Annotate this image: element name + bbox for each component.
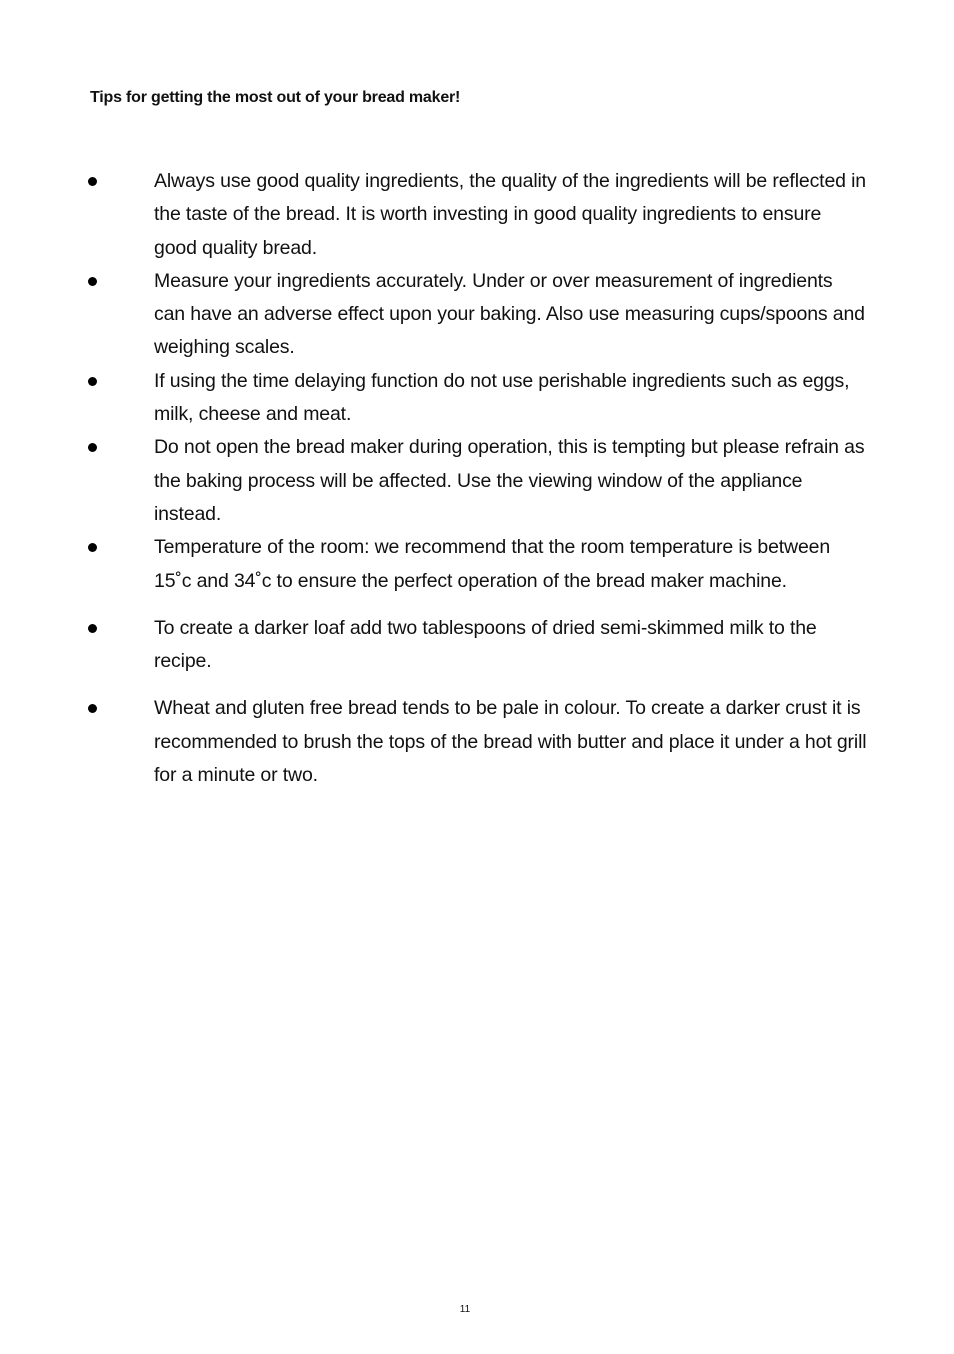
tip-item	[88, 165, 868, 265]
tip-text: Wheat and gluten free bread tends to be pale in colour. To create a darker crust it is recommended to brush the tops of the bread with butter and place it under a hot grill for a minute or two.	[154, 697, 867, 787]
bullet-icon	[88, 177, 97, 186]
bullet-icon	[88, 443, 97, 452]
tip-item	[88, 531, 868, 598]
tip-item	[88, 612, 868, 679]
bullet-icon	[88, 704, 97, 713]
bullet-icon	[88, 377, 97, 386]
tip-text: Measure your ingredients accurately. Under or over measurement of ingredients can have an adverse effect upon your baking. Also use measuring cups/spoons and weighing scales.	[154, 269, 865, 359]
page-heading: Tips for getting the most out of your bread maker!	[90, 89, 461, 106]
bullet-icon	[88, 624, 97, 633]
tip-text: Temperature of the room: we recommend that the room temperature is between 15˚c and 34˚c to ensure the perfect operation of the bread maker machine.	[154, 536, 831, 592]
bullet-icon	[88, 277, 97, 286]
tip-text: If using the time delaying function do not use perishable ingredients such as eggs, milk, cheese and meat.	[154, 369, 850, 426]
tip-text: To create a darker loaf add two tablespoons of dried semi-skimmed milk to the recipe.	[154, 616, 817, 673]
bullet-icon	[88, 543, 97, 552]
tip-item	[88, 692, 868, 792]
page-number: 11	[459, 1304, 471, 1315]
tips-list	[88, 165, 868, 792]
tip-item	[88, 431, 868, 531]
tip-text: Do not open the bread maker during operation, this is tempting but please refrain as the baking process will be affected. Use the viewing window of the appliance instead.	[154, 436, 865, 525]
tip-text: Always use good quality ingredients, the quality of the ingredients will be reflected in the taste of the bread. It is worth investing in good quality ingredients to ensure good quality bread.	[154, 170, 866, 259]
tip-item	[88, 265, 868, 365]
tip-item	[88, 365, 868, 432]
